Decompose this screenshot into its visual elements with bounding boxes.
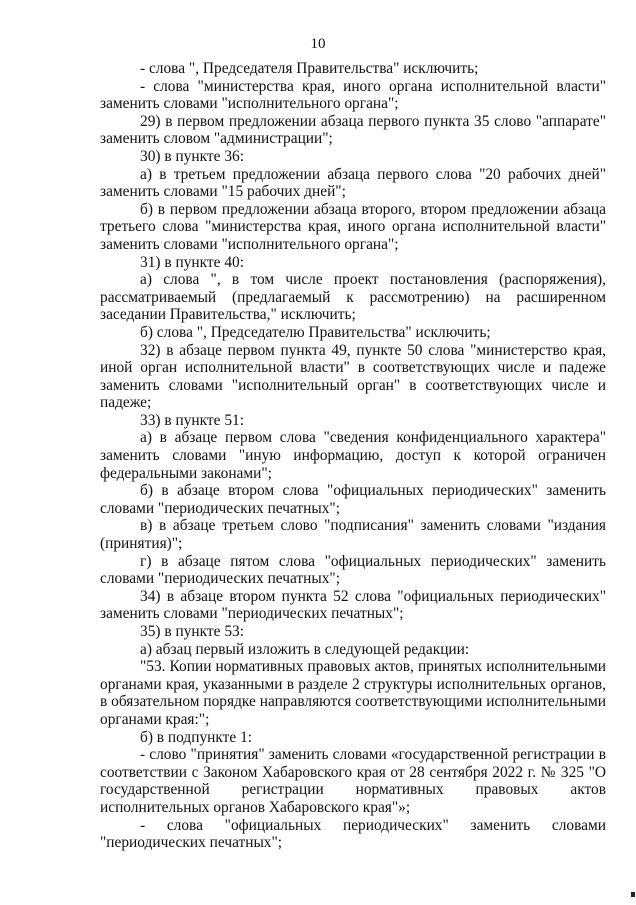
- paragraph-18: а) абзац первый изложить в следующей редакции:: [140, 640, 470, 658]
- paragraph-8: а) слова ", в том числе проект постановления (распоряжения), рассматриваемый (предлагаемый к рассмотрению) на расширенном заседании Правительства," исключить;: [100, 271, 606, 324]
- paragraph-19: "53. Копии нормативных правовых актов, принятых исполнительными органами края, указанными в разделе 2 структуры исполнительных органов, в обязательном порядке направляются соответствующими исполнительными органами края:";: [100, 658, 606, 728]
- paragraph-12: а) в абзаце первом слова "сведения конфиденциального характера" заменить словами "иную информацию, доступ к которой ограничен федеральными законами";: [100, 429, 606, 482]
- paragraph-16: 34) в абзаце втором пункта 52 слова "официальных периодических" заменить словами "периодических печатных";: [100, 587, 606, 623]
- paragraph-3: 29) в первом предложении абзаца первого пункта 35 слово "аппарате" заменить словом "администрации";: [100, 112, 606, 148]
- paragraph-10: 32) в абзаце первом пункта 49, пункте 50 слова "министерство края, иной орган исполнительной власти" в соответствующих числе и падеже заменить словами "исполнительный орган" в соответствующих числе и падеже;: [100, 341, 606, 412]
- paragraph-7: 31) в пункте 40:: [140, 253, 244, 271]
- paragraph-15: г) в абзаце пятом слова "официальных периодических" заменить словами "периодических печатных";: [100, 552, 606, 588]
- document-body: [100, 60, 606, 852]
- paragraph-9: б) слова ", Председателю Правительства" исключить;: [140, 323, 491, 341]
- paragraph-13: б) в абзаце втором слова "официальных периодических" заменить словами "периодических печатных";: [100, 482, 606, 517]
- paragraph-20: б) в подпункте 1:: [140, 728, 253, 746]
- paragraph-4: 30) в пункте 36:: [140, 147, 244, 165]
- scan-mark: [631, 892, 635, 897]
- page-number: 10: [310, 36, 326, 52]
- paragraph-2: - слова "министерства края, иного органа исполнительной власти" заменить словами "исполнительного органа";: [100, 77, 606, 113]
- paragraph-22: - слова "официальных периодических" заменить словами "периодических печатных";: [100, 816, 606, 852]
- paragraph-6: б) в первом предложении абзаца второго, втором предложении абзаца третьего слова "министерства края, иного органа исполнительной власти" заменить словами "исполнительного органа";: [100, 200, 606, 253]
- paragraph-17: 35) в пункте 53:: [140, 623, 244, 640]
- paragraph-11: 33) в пункте 51:: [140, 411, 244, 429]
- paragraph-1: - слова ", Председателя Правительства" исключить;: [140, 60, 479, 77]
- paragraph-14: в) в абзаце третьем слово "подписания" заменить словами "издания (принятия)";: [100, 517, 606, 553]
- paragraph-21: - слово "принятия" заменить словами «государственной регистрации в соответствии с Законом Хабаровского края от 28 сентября 2022 г. № 325 "О государственной регистрации нормативных правовых актов исполнительных органов Хабаровского края"»;: [100, 746, 606, 816]
- paragraph-5: а) в третьем предложении абзаца первого слова "20 рабочих дней" заменить словами "15 рабочих дней";: [100, 165, 606, 201]
